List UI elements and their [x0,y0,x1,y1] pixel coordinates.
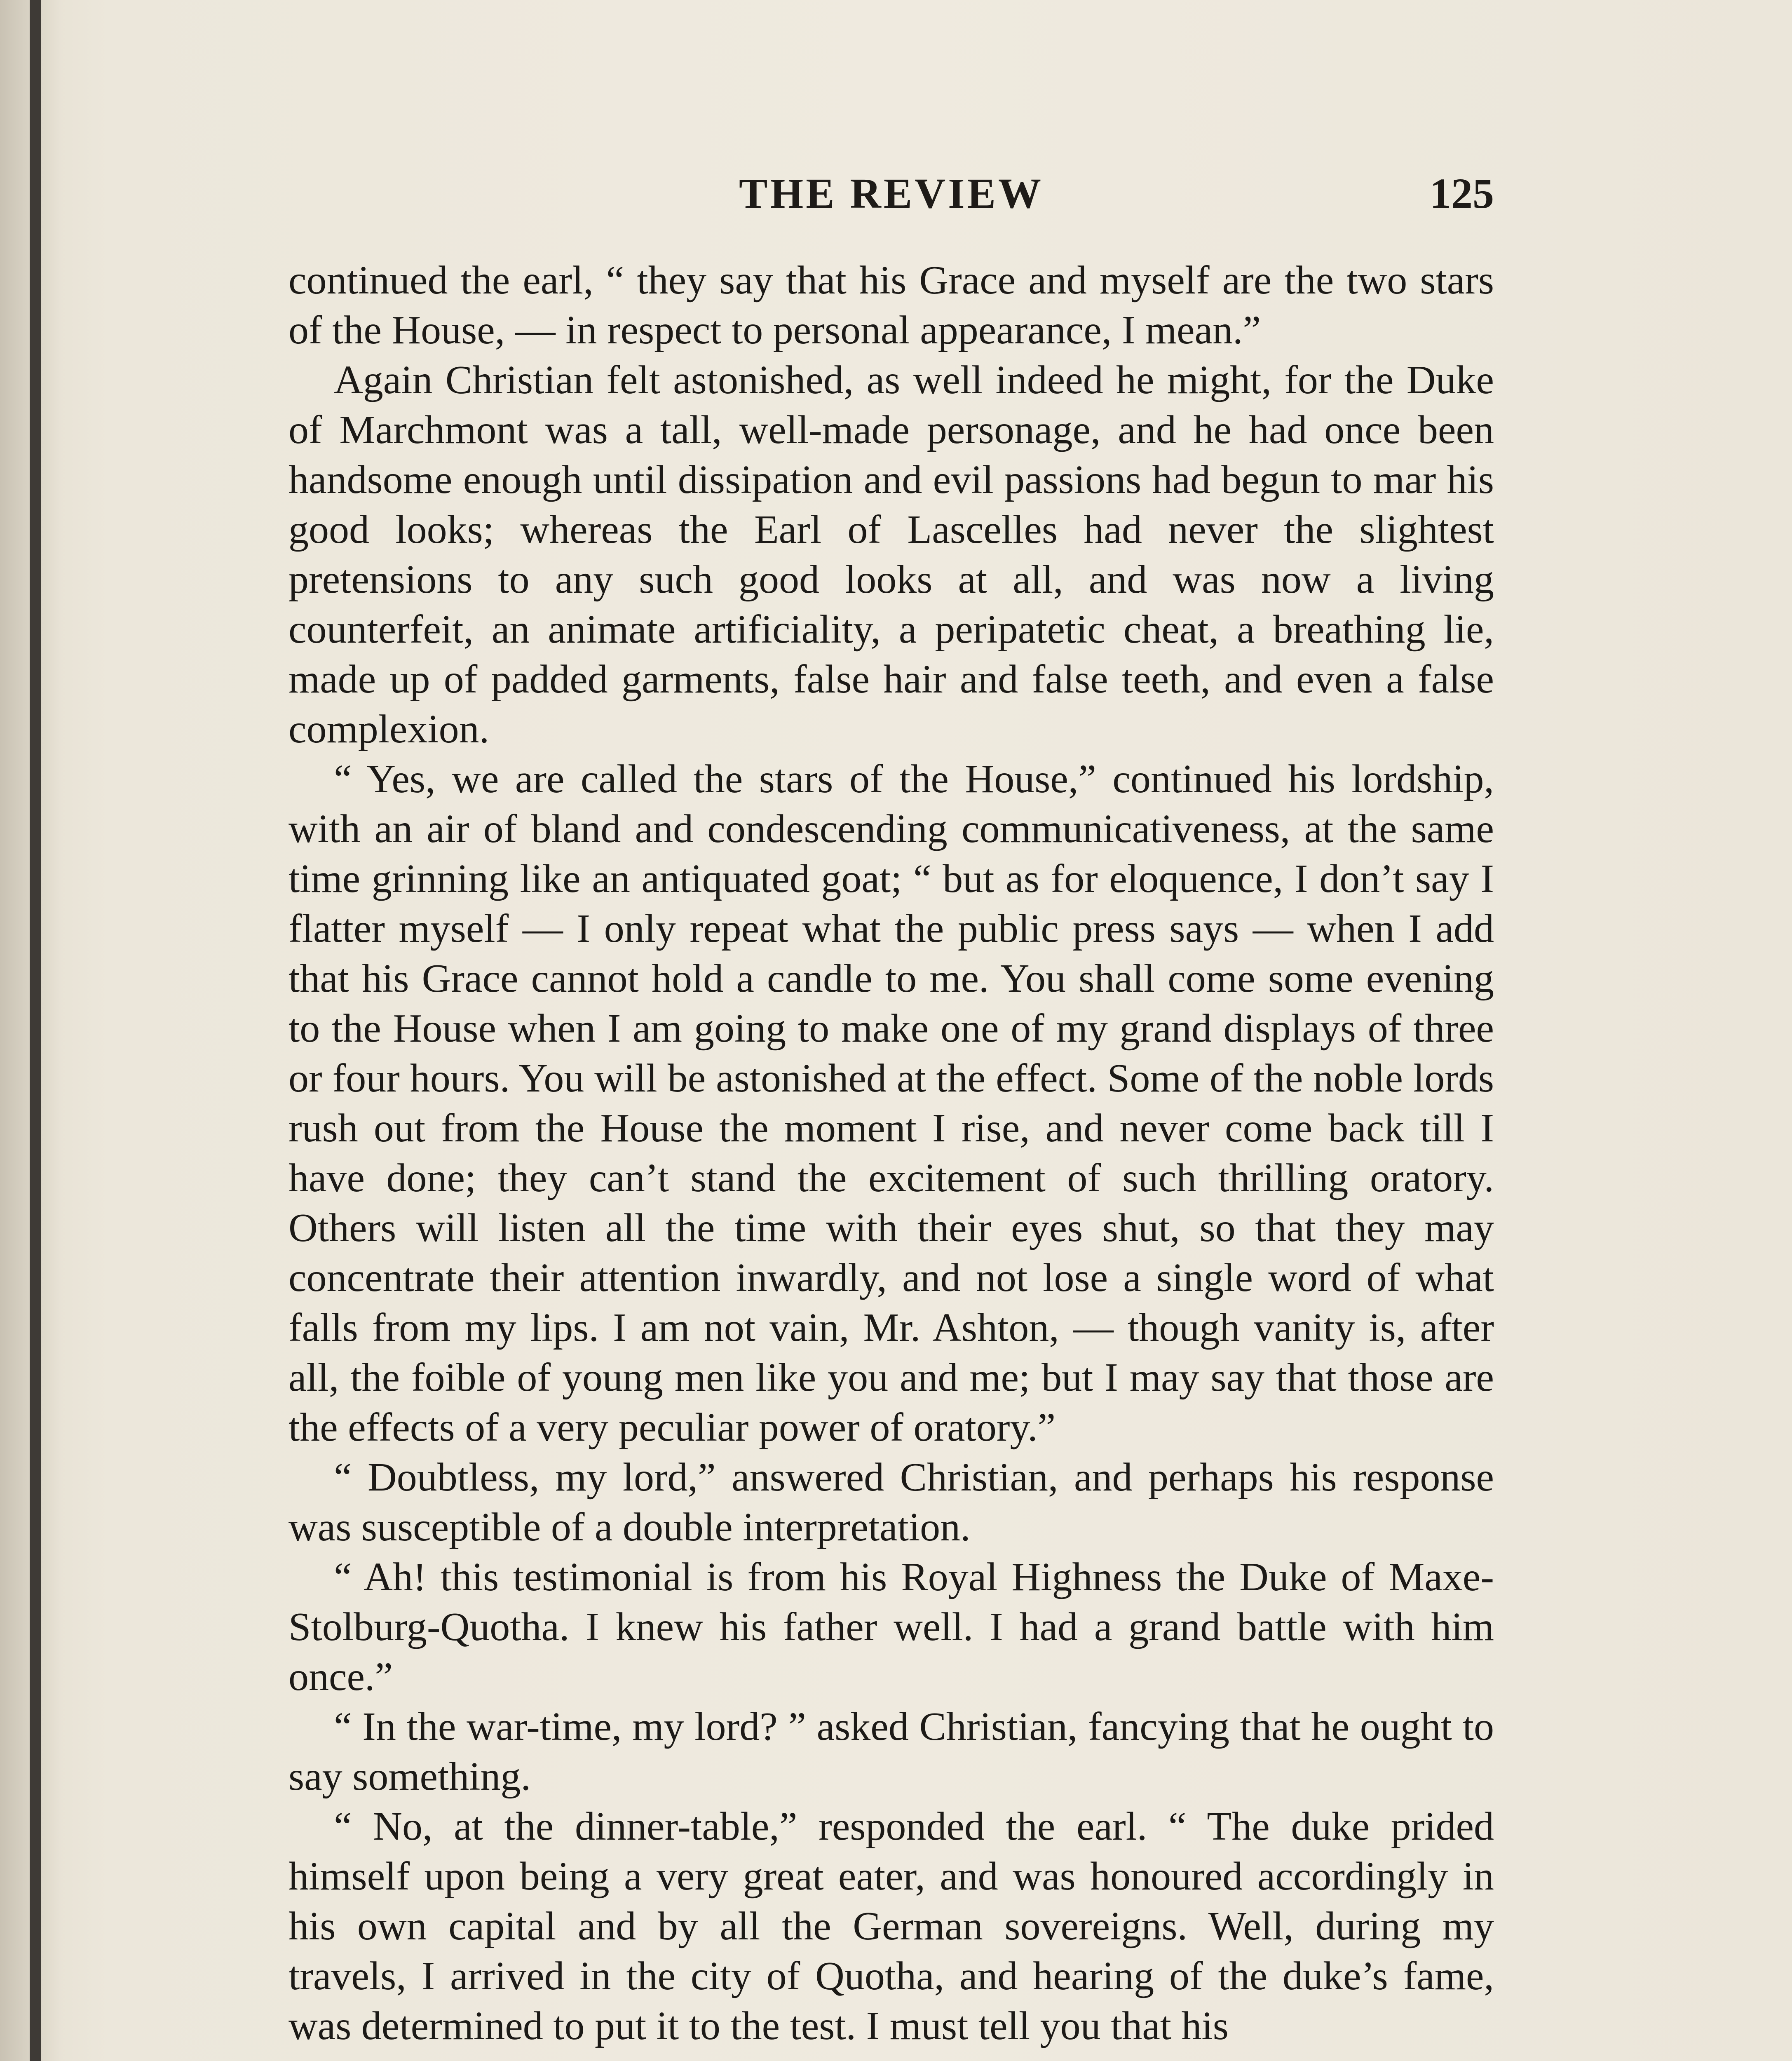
paragraph: “ Ah! this testimonial is from his Royal Highness the Duke of Maxe-Stolburg-Quotha. I knew his father well. I had a grand battle with him once.” [289,1555,1494,1699]
paragraph: “ Yes, we are called the stars of the House,” continued his lordship, with an air of bland and condescending communicativeness, at the same time grinning like an antiquated goat; “ but as for eloquence, I don’t say I flatter myself — I only repeat what the public press says — when I add that his Grace cannot hold a candle to me. You shall come some evening to the House when I am going to make one of my grand displays of three or four hours. You will be astonished at the effect. Some of the noble lords rush out from the House the moment I rise, and never come back till I have done; they can’t stand the excitement of such thrilling oratory. Others will listen all the time with their eyes shut, so that they may concentrate their attention inwardly, and not lose a single word of what falls from my lips. I am not vain, Mr. Ashton, — though vanity is, after all, the foible of young men like you and me; but I may say that those are the effects of a very peculiar power of oratory.” [289,757,1494,1450]
paragraph: “ In the war-time, my lord? ” asked Christian, fancying that he ought to say something. [289,1704,1494,1799]
running-header [289,165,1494,231]
page-number: 125 [1430,170,1494,217]
paragraph: “ Doubtless, my lord,” answered Christian, and perhaps his response was susceptible of a double interpretation. [289,1455,1494,1549]
running-title: THE REVIEW [739,170,1044,217]
body-text [289,256,1494,2051]
paragraph: continued the earl, “ they say that his Grace and myself are the two stars of the House, — in respect to personal appearance, I mean.” [289,258,1494,352]
spine-edge [30,0,41,2061]
paragraph: “ No, at the dinner-table,” responded the earl. “ The duke prided himself upon being a very great eater, and was honoured accordingly in his own capital and by all the German sovereigns. Well, during my travels, I arrived in the city of Quotha, and hearing of the duke’s fame, was determined to put it to the test. I must tell you that his [289,1804,1494,2048]
paragraph: Again Christian felt astonished, as well indeed he might, for the Duke of Marchmont was a tall, well-made personage, and he had once been handsome enough until dissipation and evil passions had begun to mar his good looks; whereas the Earl of Lascelles had never the slightest pretensions to any such good looks at all, and was now a living counterfeit, an animate artificiality, a peripatetic cheat, a breathing lie, made up of padded garments, false hair and false teeth, and even a false complexion. [289,358,1494,751]
